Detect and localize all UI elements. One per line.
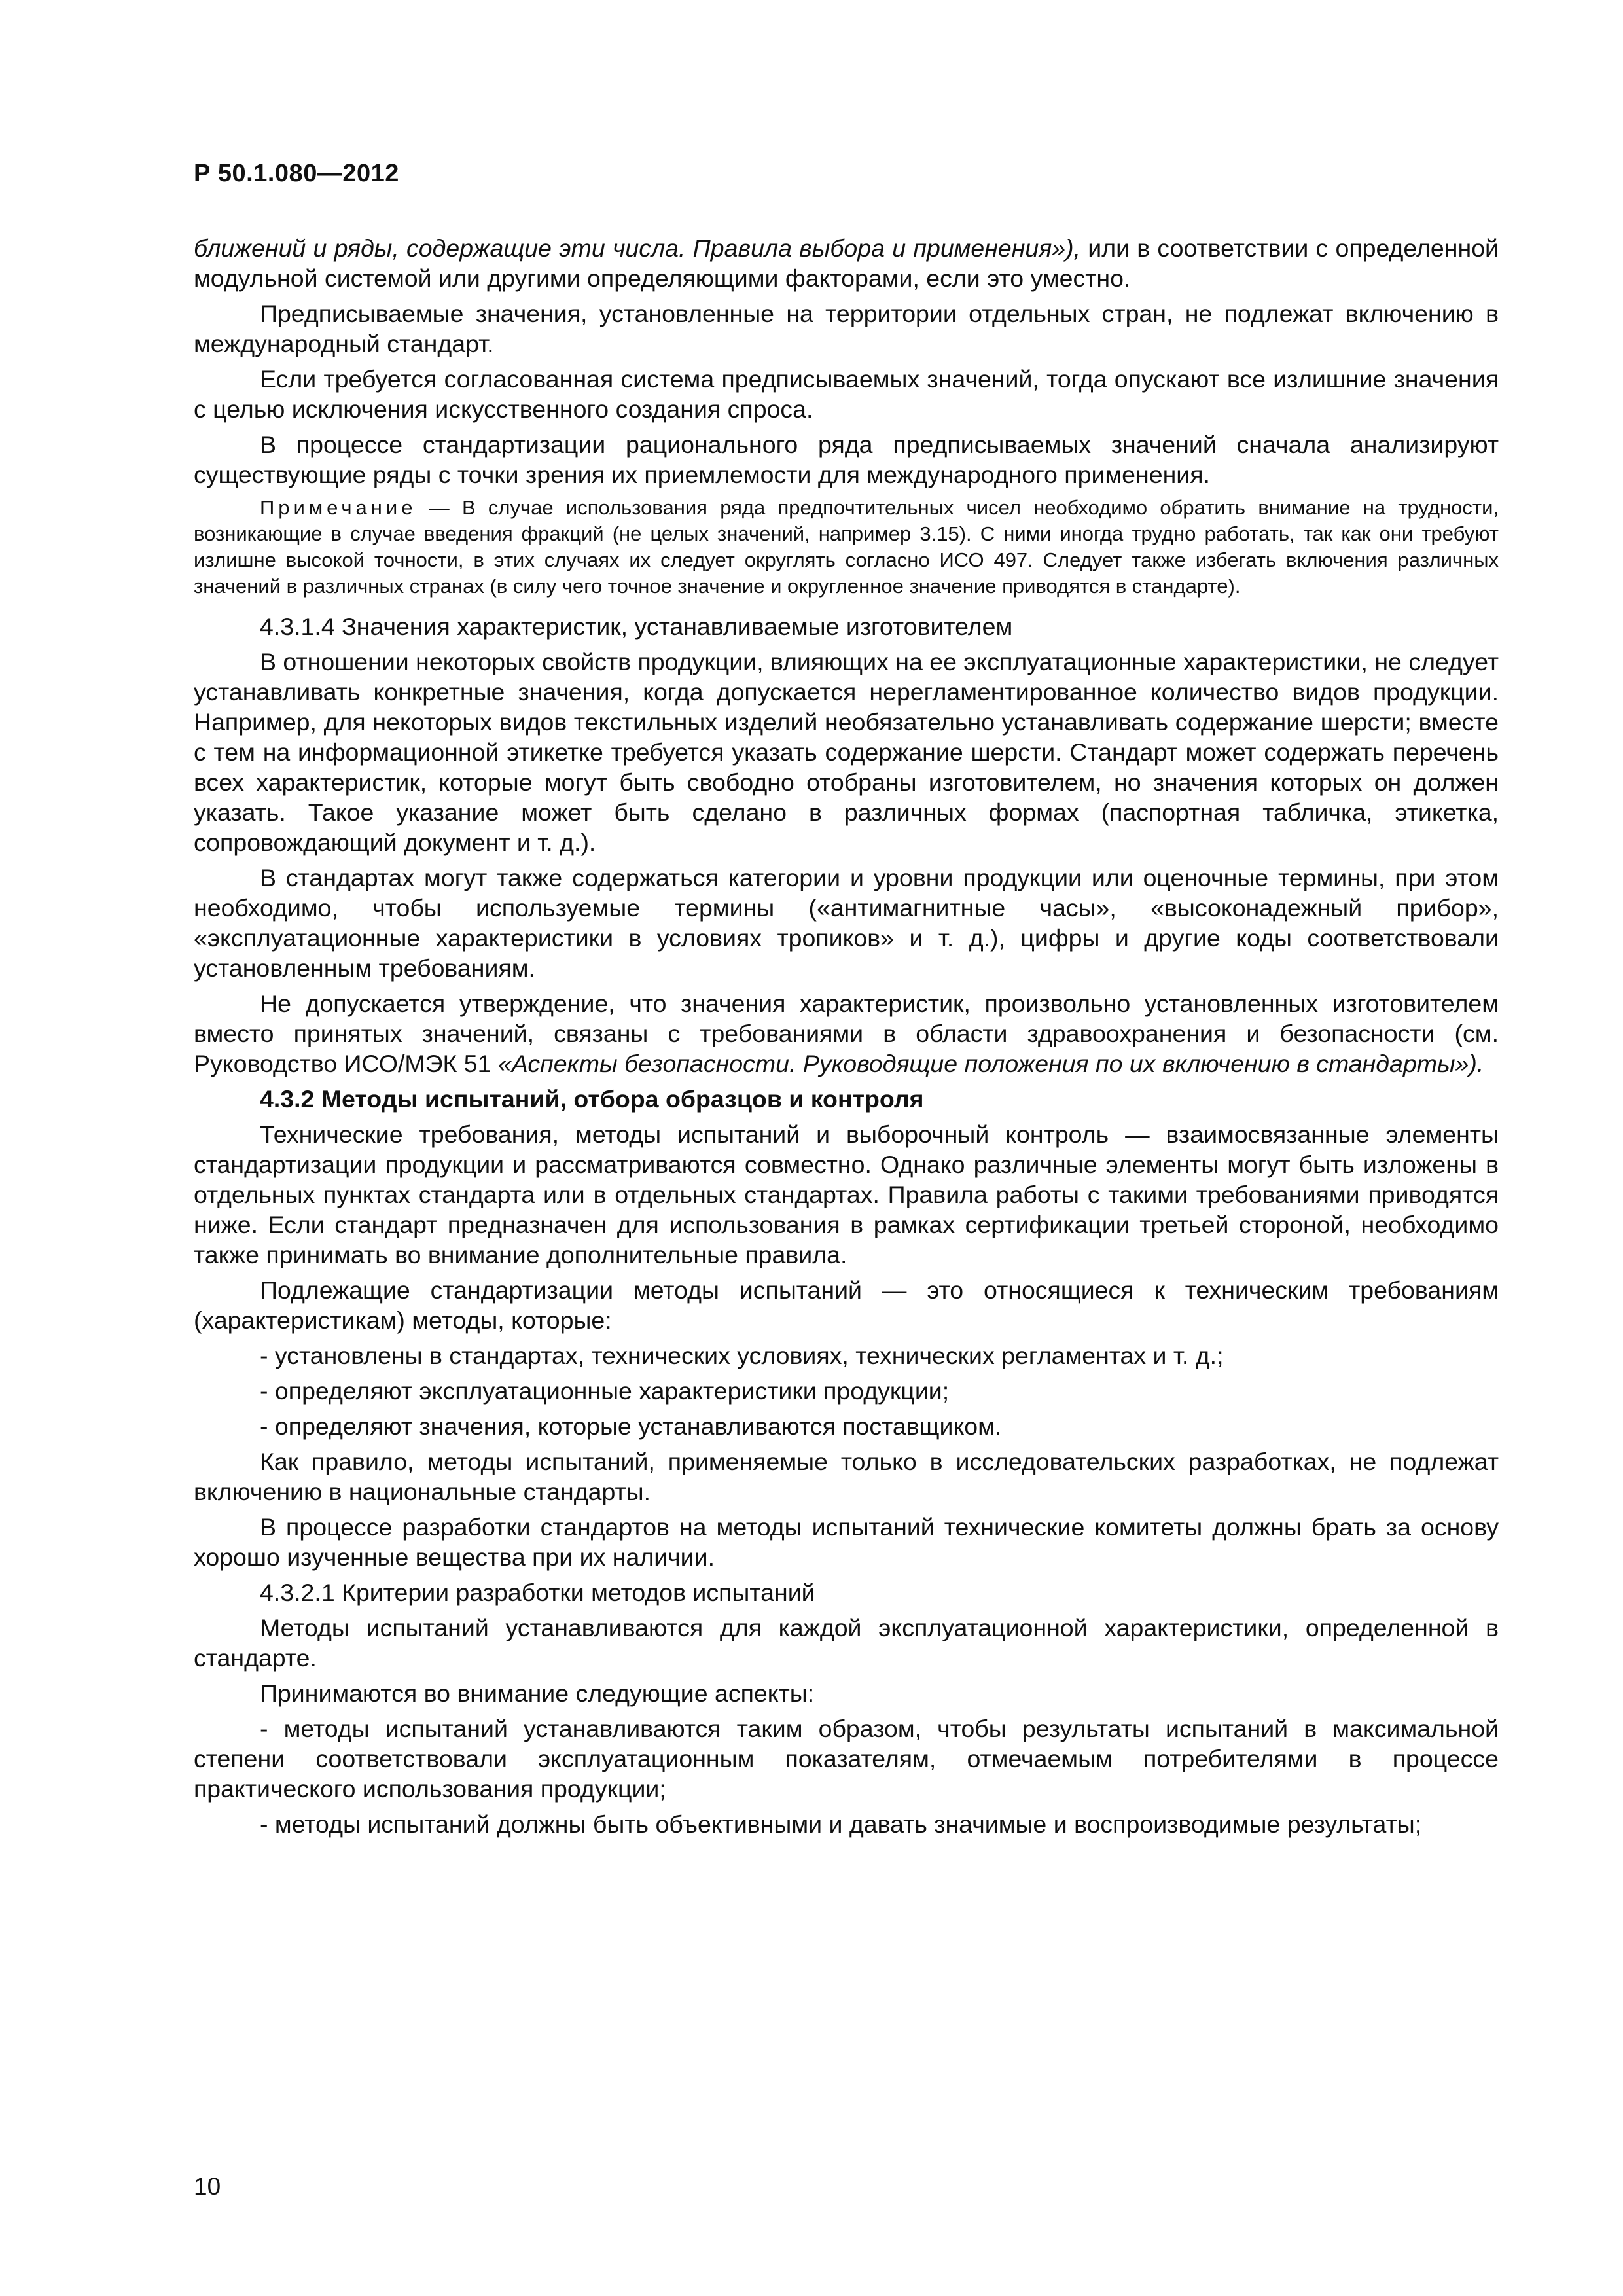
text-fragment: Не допускается утверждение, что значения характеристик, произвольно установленных изготовителем вместо принятых значений, связаны с требованиями в области здравоохранения и безопасности (см. Руководство ИСО/МЭК 51 xyxy=(194,990,1499,1077)
paragraph: Принимаются во внимание следующие аспекты: xyxy=(260,1679,815,1707)
list-item: - установлены в стандартах, технических условиях, технических регламентах и т. д.; xyxy=(260,1342,1224,1369)
section-heading-4-3-2-1: 4.3.2.1 Критерии разработки методов испытаний xyxy=(260,1579,815,1606)
section-heading-4-3-1-4: 4.3.1.4 Значения характеристик, устанавливаемые изготовителем xyxy=(260,613,1013,640)
page-number: 10 xyxy=(194,2173,221,2200)
list-item: - определяют значения, которые устанавливаются поставщиком. xyxy=(260,1412,1002,1440)
paragraph: Методы испытаний устанавливаются для каждой эксплуатационной характеристики, определенной в стандарте. xyxy=(194,1614,1499,1672)
paragraph: В отношении некоторых свойств продукции, влияющих на ее эксплуатационные характеристики, не следует устанавливать конкретные значения, когда допускается нерегламентированное количество видов продукции. Например, для некоторых видов текстильных изделий необязательно устанавливать содержание шерсти; вместе с тем на информационной этикетке требуется указать содержание шерсти. Стандарт может содержать перечень всех характеристик, которые могут быть свободно отобраны изготовителем, но значения которых он должен указать. Такое указание может быть сделано в различных формах (паспортная табличка, этикетка, сопровождающий документ и т. д.). xyxy=(194,648,1499,856)
section-heading-4-3-2: 4.3.2 Методы испытаний, отбора образцов и контроля xyxy=(260,1085,924,1113)
italic-fragment: ближений и ряды, содержащие эти числа. Правила выбора и применения»), xyxy=(194,234,1081,262)
list-item: - методы испытаний должны быть объективными и давать значимые и воспроизводимые результаты; xyxy=(260,1810,1422,1838)
paragraph: В стандартах могут также содержаться категории и уровни продукции или оценочные термины, при этом необходимо, чтобы используемые термины («антимагнитные часы», «высоконадежный прибор», «эксплуатационные характеристики в условиях тропиков» и т. д.), цифры и другие коды соответствовали установленным требованиям. xyxy=(194,864,1499,982)
italic-fragment: «Аспекты безопасности. Руководящие положения по их включению в стандарты»). xyxy=(497,1050,1484,1077)
paragraph: Предписываемые значения, установленные на территории отдельных стран, не подлежат включению в международный стандарт. xyxy=(194,300,1499,357)
page-content xyxy=(194,233,1499,1844)
note xyxy=(194,495,1499,600)
list-item: - определяют эксплуатационные характеристики продукции; xyxy=(260,1377,950,1405)
paragraph: Как правило, методы испытаний, применяемые только в исследовательских разработках, не подлежат включению в национальные стандарты. xyxy=(194,1448,1499,1505)
note-text: — В случае использования ряда предпочтительных чисел необходимо обратить внимание на трудности, возникающие в случае введения фракций (не целых значений, например 3.15). С ними иногда трудно работать, так как они требуют излишне высокой точности, в этих случаях их следует округлять согласно ИСО 497. Следует также избегать включения различных значений в различных странах (в силу чего точное значение и округленное значение приводятся в стандарте). xyxy=(194,496,1499,598)
list-item: - методы испытаний устанавливаются таким образом, чтобы результаты испытаний в максимальной степени соответствовали эксплуатационным показателям, отмечаемым потребителями в процессе практического использования продукции; xyxy=(194,1715,1499,1803)
paragraph: Подлежащие стандартизации методы испытаний — это относящиеся к техническим требованиям (характеристикам) методы, которые: xyxy=(194,1276,1499,1334)
text-fragment: или в соответствии с определенной модульной системой или другими определяющими факторами, если это уместно. xyxy=(194,234,1499,292)
paragraph xyxy=(194,988,1499,1079)
paragraph: В процессе стандартизации рационального ряда предписываемых значений сначала анализируют существующие ряды с точки зрения их приемлемости для международного применения. xyxy=(194,431,1499,488)
paragraph: Если требуется согласованная система предписываемых значений, тогда опускают все излишние значения с целью исключения искусственного создания спроса. xyxy=(194,365,1499,423)
document-code: Р 50.1.080—2012 xyxy=(194,160,399,187)
paragraph: В процессе разработки стандартов на методы испытаний технические комитеты должны брать за основу хорошо изученные вещества при их наличии. xyxy=(194,1513,1499,1571)
note-label: Примечание xyxy=(260,496,417,519)
paragraph xyxy=(194,233,1499,293)
paragraph: Технические требования, методы испытаний и выборочный контроль — взаимосвязанные элементы стандартизации продукции и рассматриваются совместно. Однако различные элементы могут быть изложены в отдельных пунктах стандарта или в отдельных стандартах. Правила работы с такими требованиями приводятся ниже. Если стандарт предназначен для использования в рамках сертификации третьей стороной, необходимо также принимать во внимание дополнительные правила. xyxy=(194,1121,1499,1268)
